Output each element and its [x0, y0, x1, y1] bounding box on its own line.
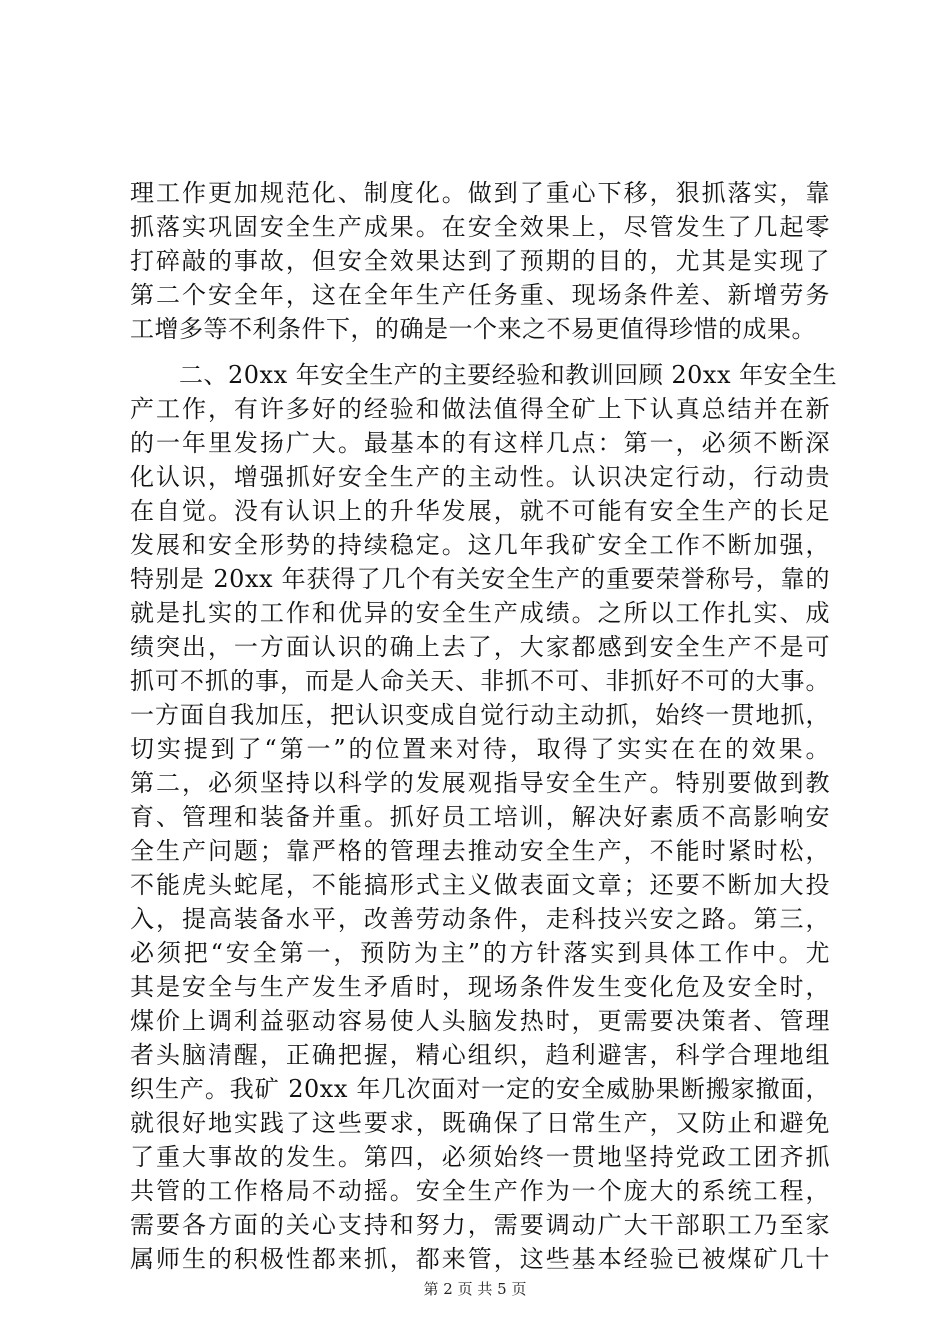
paragraph-2-line: 化认识，增强抓好安全生产的主动性。认识决定行动，行动贵 — [130, 463, 830, 491]
paragraph-2-line: 必须把“安全第一，预防为主”的方针落实到具体工作中。尤 — [130, 939, 830, 967]
paragraph-2-line: 发展和安全形势的持续稳定。这几年我矿安全工作不断加强， — [130, 531, 830, 559]
paragraph-2-line: 的一年里发扬广大。最基本的有这样几点：第一，必须不断深 — [130, 429, 830, 457]
paragraph-2-line: 特别是 20xx 年获得了几个有关安全生产的重要荣誉称号，靠的 — [130, 565, 830, 593]
paragraph-2-line: 者头脑清醒，正确把握，精心组织，趋利避害，科学合理地组 — [130, 1041, 830, 1069]
paragraph-2-line: 育、管理和装备并重。抓好员工培训，解决好素质不高影响安 — [130, 803, 830, 831]
paragraph-2-line: 不能虎头蛇尾，不能搞形式主义做表面文章；还要不断加大投 — [130, 871, 830, 899]
paragraph-2-line: 全生产问题；靠严格的管理去推动安全生产，不能时紧时松， — [130, 837, 830, 865]
paragraph-1-line: 第二个安全年，这在全年生产任务重、现场条件差、新增劳务 — [130, 281, 830, 309]
paragraph-1-line: 抓落实巩固安全生产成果。在安全效果上，尽管发生了几起零 — [130, 213, 830, 241]
page-indicator: 第 2 页 共 5 页 — [423, 1280, 527, 1298]
paragraph-2-line: 就很好地实践了这些要求，既确保了日常生产，又防止和避免 — [130, 1109, 830, 1137]
paragraph-2-line: 绩突出，一方面认识的确上去了，大家都感到安全生产不是可 — [130, 633, 830, 661]
paragraph-2-line: 就是扎实的工作和优异的安全生产成绩。之所以工作扎实、成 — [130, 599, 830, 627]
paragraph-2-line: 一方面自我加压，把认识变成自觉行动主动抓，始终一贯地抓， — [130, 701, 830, 729]
paragraph-2 — [130, 358, 838, 1276]
paragraph-2-line: 织生产。我矿 20xx 年几次面对一定的安全威胁果断搬家撤面， — [130, 1075, 830, 1103]
paragraph-2-line: 切实提到了“第一”的位置来对待，取得了实实在在的效果。 — [130, 735, 830, 763]
paragraph-2-line: 共管的工作格局不动摇。安全生产作为一个庞大的系统工程， — [130, 1177, 830, 1205]
paragraph-2-line: 了重大事故的发生。第四，必须始终一贯地坚持党政工团齐抓 — [130, 1143, 830, 1171]
paragraph-2-line: 第二，必须坚持以科学的发展观指导安全生产。特别要做到教 — [130, 769, 830, 797]
page-footer — [0, 1279, 950, 1299]
paragraph-1-line: 理工作更加规范化、制度化。做到了重心下移，狠抓落实，靠 — [130, 179, 830, 207]
paragraph-2-line: 抓可不抓的事，而是人命关天、非抓不可、非抓好不可的大事。 — [130, 667, 830, 695]
paragraph-2-line: 煤价上调利益驱动容易使人头脑发热时，更需要决策者、管理 — [130, 1007, 830, 1035]
paragraph-2-line: 其是安全与生产发生矛盾时，现场条件发生变化危及安全时， — [130, 973, 830, 1001]
paragraph-2-line: 二、20xx 年安全生产的主要经验和教训回顾 20xx 年安全生 — [130, 361, 838, 389]
paragraph-1 — [130, 176, 830, 346]
paragraph-2-line: 产工作，有许多好的经验和做法值得全矿上下认真总结并在新 — [130, 395, 830, 423]
paragraph-1-line: 工增多等不利条件下，的确是一个来之不易更值得珍惜的成果。 — [130, 315, 816, 343]
paragraph-1-line: 打碎敲的事故，但安全效果达到了预期的目的，尤其是实现了 — [130, 247, 830, 275]
paragraph-2-line: 需要各方面的关心支持和努力，需要调动广大干部职工乃至家 — [130, 1211, 830, 1239]
paragraph-2-line: 在自觉。没有认识上的升华发展，就不可能有安全生产的长足 — [130, 497, 830, 525]
paragraph-2-line: 属师生的积极性都来抓，都来管，这些基本经验已被煤矿几十 — [130, 1245, 830, 1273]
paragraph-2-line: 入，提高装备水平，改善劳动条件，走科技兴安之路。第三， — [130, 905, 830, 933]
